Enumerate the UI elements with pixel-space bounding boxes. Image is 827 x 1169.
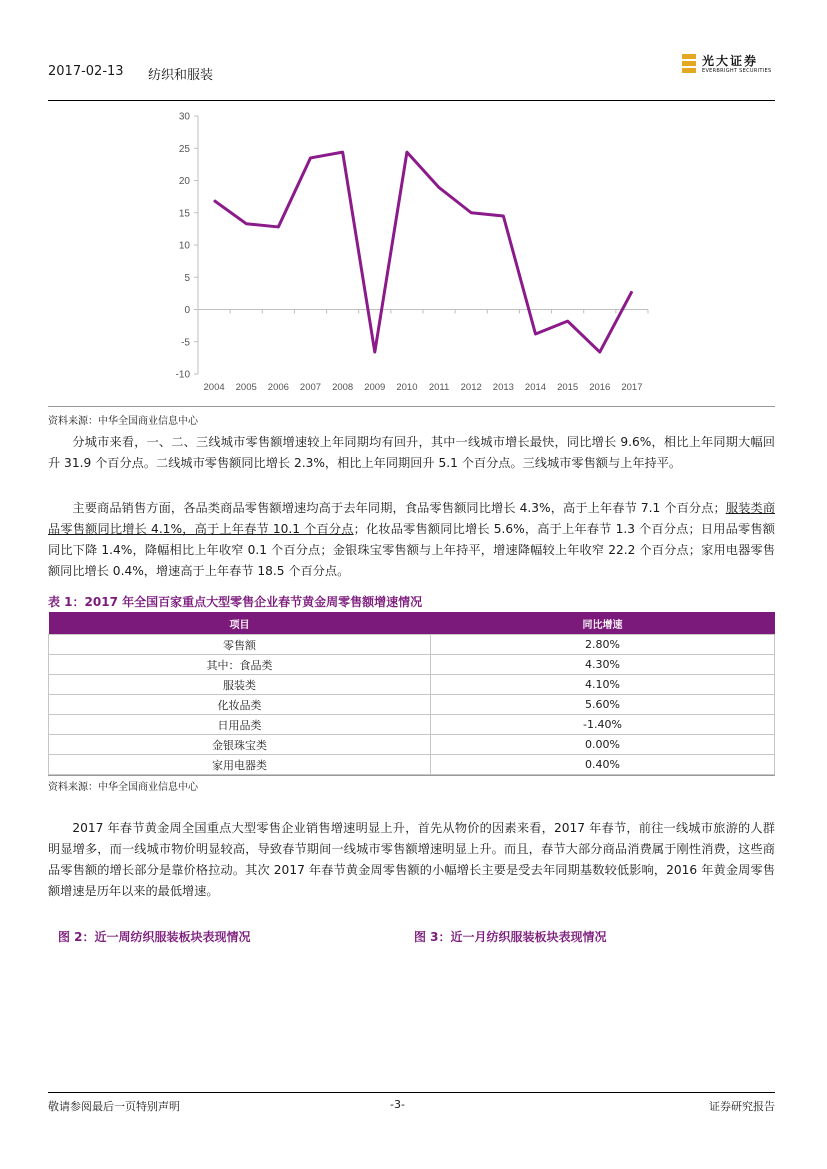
y-tick-label: 15	[178, 208, 190, 220]
row-growth: 4.30%	[431, 655, 775, 675]
row-growth: -1.40%	[431, 715, 775, 735]
figure-3-title: 图 3：近一月纺织服装板块表现情况	[414, 930, 607, 944]
row-item: 金银珠宝类	[49, 735, 431, 755]
table-row	[49, 675, 775, 695]
data-point	[342, 152, 343, 153]
source-divider	[48, 406, 775, 407]
x-tick-label: 2004	[203, 382, 225, 393]
x-tick-label: 2007	[299, 382, 322, 393]
data-point	[374, 352, 375, 353]
page-number: -3-	[390, 1098, 405, 1111]
paragraph-categories-part1: 主要商品销售方面，各品类商品零售额增速均高于去年同期，食品零售额同比增长 4.3%，高于上年春节 7.1 个百分点；	[72, 501, 726, 515]
table-title: 表 1：2017 年全国百家重点大型零售企业春节黄金周零售额增速情况	[48, 595, 423, 609]
paragraph-categories-part2: ；化妆品零售额同比增长 5.6%，高于上年春节 1.3 个百分点；日用品零售额同比下降 1.4%，降幅相比上年收窄 0.1 个百分点；金银珠宝零售额与上年持平，增速降幅较上年收窄 22.2 个百分点；家用电器零售额同比增长 0.4%，增速高于上年春节 18.5 个百分点。	[48, 522, 775, 578]
y-tick-label: 5	[184, 272, 190, 284]
footer-divider	[48, 1092, 775, 1093]
row-item: 化妆品类	[49, 695, 431, 715]
industry-label: 纺织和服装	[148, 68, 214, 83]
x-tick-label: 2013	[492, 382, 514, 393]
paragraph-city: 分城市来看，一、二、三线城市零售额增速较上年同期均有回升，其中一线城市增长最快，同比增长 9.6%，相比上年同期大幅回升 31.9 个百分点。二线城市零售额同比增长 2.3%，相比上年同期回升 5.1 个百分点。三线城市零售额与上年持平。	[48, 435, 775, 470]
y-tick-label: -10	[175, 369, 190, 381]
row-item: 其中：食品类	[49, 655, 431, 675]
y-tick-label: -5	[181, 337, 190, 349]
x-tick-label: 2006	[267, 382, 289, 393]
footer-disclaimer: 敬请参阅最后一页特别声明	[48, 1100, 180, 1113]
x-tick-label: 2005	[235, 382, 257, 393]
growth-table	[48, 612, 775, 775]
table-row	[49, 635, 775, 655]
y-tick-label: 25	[178, 143, 190, 155]
row-item: 家用电器类	[49, 755, 431, 775]
apparel-highlight: 服装类商品零售额同比增长 4.1%，高于上年春节 10.1 个百分点	[48, 501, 776, 536]
col-header-item: 项目	[49, 612, 431, 635]
table-row	[49, 735, 775, 755]
table-source: 资料来源：中华全国商业信息中心	[48, 782, 198, 793]
row-item: 日用品类	[49, 715, 431, 735]
chart-source: 资料来源：中华全国商业信息中心	[48, 416, 198, 427]
row-growth: 0.40%	[431, 755, 775, 775]
y-tick-label: 0	[184, 305, 190, 316]
report-date: 2017-02-13	[48, 64, 124, 79]
paragraph-categories	[48, 498, 775, 582]
x-tick-label: 2014	[524, 382, 547, 393]
data-point	[631, 291, 632, 292]
x-tick-label: 2015	[557, 382, 579, 393]
header-divider	[48, 100, 775, 101]
table-row	[49, 695, 775, 715]
logo-text-cn: 光大证券	[702, 54, 759, 68]
figure-2-title: 图 2：近一周纺织服装板块表现情况	[58, 930, 251, 944]
data-point	[535, 334, 536, 335]
data-point	[214, 200, 215, 201]
x-tick-label: 2011	[428, 382, 450, 393]
data-point	[246, 223, 247, 224]
data-point	[503, 215, 504, 216]
logo-text-en: EVERBRIGHT SECURITIES	[702, 68, 772, 74]
col-header-growth: 同比增速	[431, 612, 775, 635]
retail-growth-line-chart	[170, 108, 660, 398]
logo-mark-icon	[682, 54, 696, 74]
footer-report-type: 证券研究报告	[709, 1100, 775, 1113]
page-header	[48, 64, 775, 100]
x-tick-label: 2012	[460, 382, 482, 393]
row-growth: 4.10%	[431, 675, 775, 695]
table-row	[49, 715, 775, 735]
y-tick-label: 30	[178, 111, 190, 123]
x-tick-label: 2009	[364, 382, 386, 393]
series-line	[214, 152, 632, 352]
data-point	[439, 187, 440, 188]
y-tick-label: 20	[178, 176, 190, 187]
data-point	[406, 152, 407, 153]
paragraph-analysis: 2017 年春节黄金周全国重点大型零售企业销售增速明显上升，首先从物价的因素来看，2017 年春节，前往一线城市旅游的人群明显增多，而一线城市物价明显较高，导致春节期间一线城市零售额增速明显上升。而且，春节大部分商品消费属于刚性消费，这些商品零售额的增长部分是靠价格拉动。其次 2017 年春节黄金周零售额的小幅增长主要是受去年同期基数较低影响，2016 年黄金周零售额增速是历年以来的最低增速。	[48, 821, 775, 898]
row-growth: 0.00%	[431, 735, 775, 755]
data-point	[278, 226, 279, 227]
data-point	[310, 157, 311, 158]
x-tick-label: 2010	[396, 382, 418, 393]
x-tick-label: 2008	[332, 382, 354, 393]
data-point	[567, 321, 568, 322]
row-growth: 2.80%	[431, 635, 775, 655]
y-tick-label: 10	[178, 240, 190, 252]
row-item: 服装类	[49, 675, 431, 695]
data-point	[599, 352, 600, 353]
x-tick-label: 2017	[621, 382, 643, 393]
row-item: 零售额	[49, 635, 431, 655]
table-row	[49, 655, 775, 675]
table-source-divider	[48, 775, 775, 776]
x-tick-label: 2016	[589, 382, 611, 393]
table-header-row	[49, 612, 775, 635]
company-logo	[682, 52, 778, 78]
row-growth: 5.60%	[431, 695, 775, 715]
table-row	[49, 755, 775, 775]
data-point	[471, 212, 472, 213]
